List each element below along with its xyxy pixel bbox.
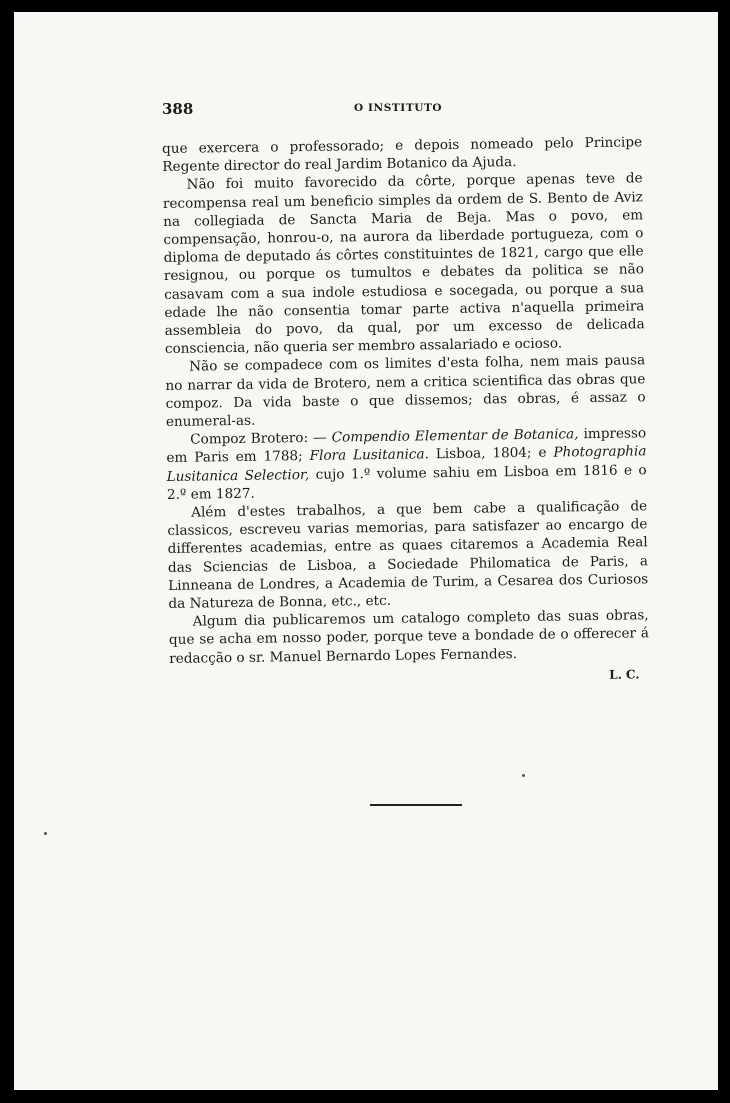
works-mid-1: impresso em Paris em 1788; <box>166 425 647 467</box>
works-tail: cujo 1.º volume sahiu em Lisboa em 1816 e o 2.º em 1827. <box>166 461 647 503</box>
paragraph-3: Não se compadece com os limites d'esta folha, nem mais pausa no narrar da vida de Brotero, nem a critica scientifica das obras que compoz. Da vida baste o que dissemos; das obras, é assaz o enumeral-as. <box>165 352 646 431</box>
closing-rule <box>370 804 462 806</box>
paragraph-1: que exercera o professorado; e depois nomeado pelo Principe Regente director do real Jardim Botanico da Ajuda. <box>162 134 643 176</box>
ink-speck <box>44 832 47 835</box>
paragraph-4 <box>166 425 647 505</box>
paragraph-2: Não foi muito favorecido da côrte, porque apenas teve de recompensa real um beneficio simples da ordem de S. Bento de Aviz na collegiada de Sancta Maria de Beja. Mas o povo, em compensação, honrou-o, na aurora da liberdade portugueza, com o diploma de deputado ás côrtes constituintes de 1821, cargo que elle resignou, ou porque os tumultos e debates da politica se não casavam com a sua indole estudiosa e socegada, ou porque a sua edade lhe não consentia tomar parte activa n'aquella primeira assembleia do povo, da qual, por um excesso de delicada consciencia, não queria ser membro assalariado e ocioso. <box>162 170 645 358</box>
body-text <box>162 133 650 690</box>
paragraph-5: Além d'estes trabalhos, a que bem cabe a qualificação de classicos, escreveu varias memorias, para satisfazer ao encargo de differentes academias, entre as quaes citaremos a Academia Real das Sciencias de Lisboa, a Sociedade Philomatica de Paris, a Linneana de Londres, a Academia de Turim, a Cesarea dos Curiosos da Natureza de Bonna, etc., etc. <box>167 498 649 613</box>
page-number: 388 <box>162 100 194 118</box>
author-signature: L. C. <box>609 667 640 682</box>
running-title: O INSTITUTO <box>354 102 443 114</box>
work-flora-title: Flora Lusitanica. <box>309 446 430 465</box>
page-header <box>162 100 642 124</box>
page-content <box>162 100 650 690</box>
works-lead: Compoz Brotero: — <box>190 429 332 448</box>
document-page <box>14 12 718 1090</box>
ink-speck <box>522 774 525 777</box>
paragraph-6: Algum dia publicaremos um catalogo completo das suas obras, que se acha em nosso poder, porque teve a bondade de o offerecer á redacção o sr. Manuel Bernardo Lopes Fernandes. <box>168 607 650 667</box>
work-compendio-title: Compendio Elementar de Botanica, <box>331 426 579 446</box>
works-mid-2: Lisboa, 1804; e <box>428 445 554 463</box>
work-photographia-title: Photographia Lusitanica Selectior, <box>166 443 647 485</box>
